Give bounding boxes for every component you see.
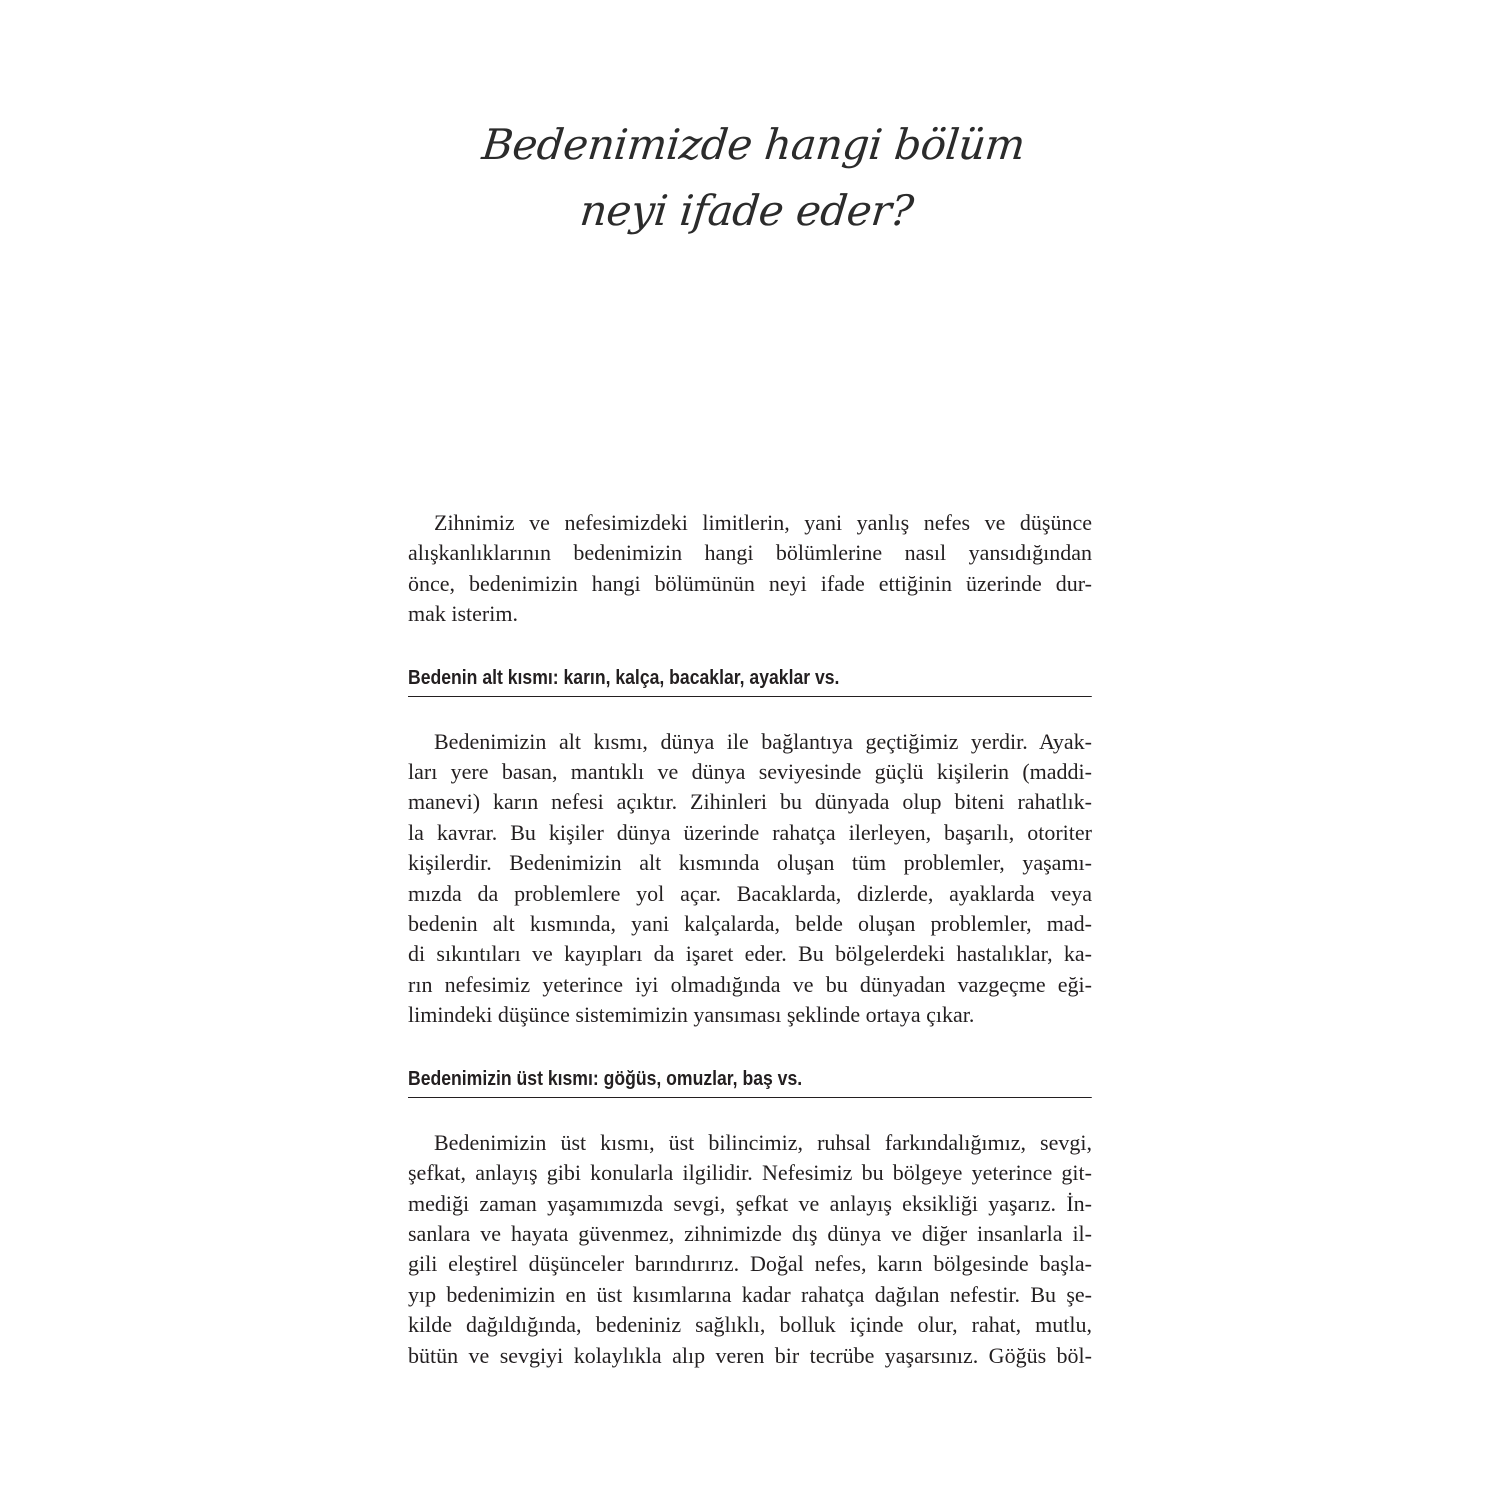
text-line: şefkat, anlayış gibi konularla ilgilidir. Nefesimiz bu bölgeye yeterince git- — [408, 1160, 1092, 1186]
chapter-title-line-2: neyi ifade eder? — [577, 186, 916, 235]
text-line: manevi) karın nefesi açıktır. Zihinleri bu dünyada olup biteni rahatlık- — [408, 789, 1092, 815]
lower-body-paragraph — [408, 727, 1092, 1031]
text-line: bütün ve sevgiyi kolaylıkla alıp veren bir tecrübe yaşarsınız. Göğüs böl- — [408, 1342, 1092, 1368]
text-line: gili eleştirel düşünceler barındırırız. Doğal nefes, karın bölgesinde başla- — [408, 1251, 1092, 1277]
text-line: önce, bedenimizin hangi bölümünün neyi ifade ettiğinin üzerinde dur- — [408, 570, 1092, 596]
text-line: sanlara ve hayata güvenmez, zihnimizde dış dünya ve diğer insanlarla il- — [408, 1220, 1092, 1246]
text-line: di sıkıntıları ve kayıpları da işaret eder. Bu bölgelerdeki hastalıklar, ka- — [408, 941, 1092, 967]
text-line: mak isterim. — [408, 601, 518, 627]
text-line: ları yere basan, mantıklı ve dünya seviyesinde güçlü kişilerin (maddi- — [408, 759, 1092, 785]
text-line: Bedenimizin alt kısmı, dünya ile bağlantıya geçtiğimiz yerdir. Ayak- — [434, 728, 1092, 754]
chapter-title — [393, 112, 1107, 244]
upper-body-paragraph — [408, 1128, 1092, 1371]
text-line: yıp bedenimizin en üst kısımlarına kadar rahatça dağılan nefestir. Bu şe- — [408, 1281, 1092, 1307]
text-line: Bedenimizin üst kısmı, üst bilincimiz, ruhsal farkındalığımız, sevgi, — [434, 1129, 1092, 1155]
text-line: limindeki düşünce sistemimizin yansıması şeklinde ortaya çıkar. — [408, 1002, 975, 1028]
body-text — [408, 508, 1092, 1371]
chapter-title-line-1: Bedenimizde hangi bölüm — [479, 120, 1028, 169]
text-line: bedenin alt kısmında, yani kalçalarda, belde oluşan problemler, mad- — [408, 911, 1092, 937]
section-heading-lower-body: Bedenin alt kısmı: karın, kalça, bacaklar, ayaklar vs. — [408, 666, 1092, 697]
text-line: kişilerdir. Bedenimizin alt kısmında oluşan tüm problemler, yaşamı- — [408, 850, 1092, 876]
text-line: alışkanlıklarının bedenimizin hangi bölümlerine nasıl yansıdığından — [408, 540, 1092, 566]
section-heading-upper-body: Bedenimizin üst kısmı: göğüs, omuzlar, baş vs. — [408, 1067, 1092, 1098]
text-line: mediği zaman yaşamımızda sevgi, şefkat ve anlayış eksikliği yaşarız. İn- — [408, 1190, 1092, 1216]
intro-paragraph — [408, 508, 1092, 630]
text-line: mızda da problemlere yol açar. Bacaklarda, dizlerde, ayaklarda veya — [408, 880, 1092, 906]
text-line: rın nefesimiz yeterince iyi olmadığında ve bu dünyadan vazgeçme eği- — [408, 971, 1092, 997]
text-line: kilde dağıldığında, bedeniniz sağlıklı, bolluk içinde olur, rahat, mutlu, — [408, 1312, 1092, 1338]
text-line: la kavrar. Bu kişiler dünya üzerinde rahatça ilerleyen, başarılı, otoriter — [408, 819, 1092, 845]
text-line: Zihnimiz ve nefesimizdeki limitlerin, yani yanlış nefes ve düşünce — [434, 510, 1092, 535]
